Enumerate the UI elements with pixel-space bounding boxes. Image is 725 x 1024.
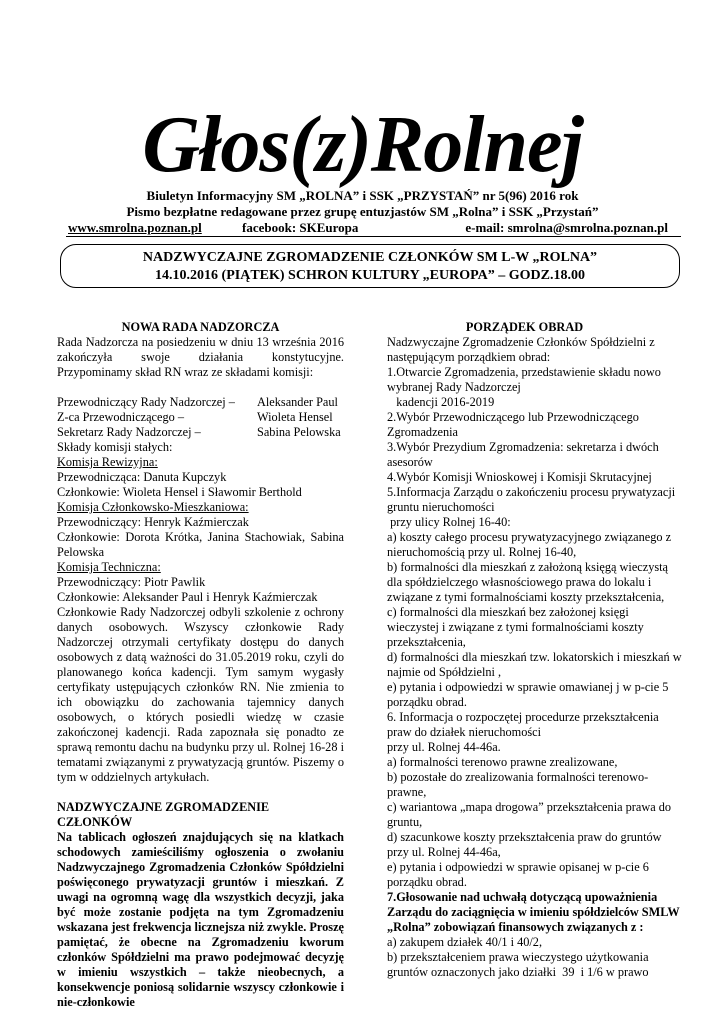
agenda-line: następującym porządkiem obrad:: [387, 350, 551, 364]
role-name: Sabina Pelowska: [257, 425, 341, 439]
facebook-label: facebook: SKEuropa: [242, 220, 359, 235]
heading-agenda: PORZĄDEK OBRAD: [465, 320, 584, 334]
agenda-line: przekształcenia,: [387, 635, 466, 649]
agenda-line: asesorów: [387, 455, 433, 469]
agenda-line: praw do działek nieruchomości: [387, 725, 541, 739]
agenda-line: 3.Wybór Prezydium Zgromadzenia: sekretarza i dwóch: [387, 440, 659, 454]
agenda-line: porządku obrad.: [387, 875, 467, 889]
residential-committee-chair: Przewodniczący: Henryk Kaźmierczak: [57, 515, 249, 529]
agenda-line: 5.Informacja Zarządu o zakończeniu procesu prywatyzacji: [387, 485, 676, 499]
role-row: [57, 425, 344, 440]
committees-label: Składy komisji stałych:: [57, 440, 173, 454]
agenda-line: d) szacunkowe koszty przekształcenia praw do gruntów: [387, 830, 662, 844]
agenda-line: 2.Wybór Przewodniczącego lub Przewodniczącego: [387, 410, 639, 424]
role-row: [57, 410, 344, 425]
role-title: Sekretarz Rady Nadzorczej –: [57, 425, 201, 439]
agenda-line: przy ulicy Rolnej 16-40:: [387, 515, 511, 529]
role-name: Wioleta Hensel: [257, 410, 333, 424]
agenda-line: 6. Informacja o rozpoczętej procedurze przekształcenia: [387, 710, 659, 724]
agenda-line: związane z tymi formalnościami koszty przekształcenia,: [387, 590, 665, 604]
agenda-line: najmie od Spółdzielni ,: [387, 665, 502, 679]
revision-committee-title: Komisja Rewizyjna:: [57, 455, 158, 469]
agenda-line: Nadzwyczajne Zgromadzenie Członków Spółdzielni z: [387, 335, 655, 349]
agenda-line: b) przekształceniem prawa wieczystego użytkowania: [387, 950, 649, 964]
technical-committee-chair: Przewodniczący: Piotr Pawlik: [57, 575, 206, 589]
agenda-line: gruntów oznaczonych jako działki 39 i 1/6 w prawo: [387, 965, 649, 979]
left-column: [57, 320, 344, 1010]
role-title: Z-ca Przewodniczącego –: [57, 410, 184, 424]
agenda-line: wybranej Rady Nadzorczej: [387, 380, 521, 394]
agenda-line: e) pytania i odpowiedzi w sprawie opisanej w p-cie 6: [387, 860, 649, 874]
agenda-line: b) formalności dla mieszkań z założoną księgą wieczystą: [387, 560, 669, 574]
agenda-line: gruntu nieruchomości: [387, 500, 495, 514]
role-name: Aleksander Paul: [257, 395, 338, 409]
agenda-line: prawne,: [387, 785, 427, 799]
agenda-line: 1.Otwarcie Zgromadzenia, przedstawienie składu nowo: [387, 365, 661, 379]
heading-extraordinary-meeting: NADZWYCZAJNE ZGROMADZENIE CZŁONKÓW: [57, 800, 270, 829]
role-row: [57, 395, 344, 410]
residential-committee-title: Komisja Członkowsko-Mieszkaniowa:: [57, 500, 249, 514]
agenda-item-7-details: [387, 935, 662, 980]
banner-line-2: 14.10.2016 (PIĄTEK) SCHRON KULTURY „EUROPA” – GODZ.18.00: [155, 268, 585, 283]
right-column: [387, 320, 682, 980]
agenda-list: [387, 335, 682, 890]
role-title: Przewodniczący Rady Nadzorczej –: [57, 395, 235, 409]
agenda-line: wieczystej i związane z tymi formalnościami koszty: [387, 620, 644, 634]
agenda-line: b) pozostałe do zrealizowania formalności terenowo-: [387, 770, 649, 784]
agenda-line: porządku obrad.: [387, 695, 467, 709]
agenda-line: gruntu,: [387, 815, 423, 829]
agenda-line: c) wariantowa „mapa drogowa” przekształcenia prawa do: [387, 800, 672, 814]
agenda-line: Zgromadzenia: [387, 425, 459, 439]
agenda-item-7: [387, 890, 680, 935]
agenda-line: e) pytania i odpowiedzi w sprawie omawianej j w p-cie 5: [387, 680, 669, 694]
agenda-line: 4.Wybór Komisji Wnioskowej i Komisji Skrutacyjnej: [387, 470, 652, 484]
editorial-subtitle: Pismo bezpłatne redagowane przez grupę entuzjastów SM „Rolna” i SSK „Przystań”: [126, 204, 599, 219]
agenda-line: nieruchomością przy ul. Rolnej 16-40,: [387, 545, 577, 559]
meeting-banner: [60, 244, 680, 288]
email-label: e-mail: smrolna@smrolna.poznan.pl: [465, 220, 668, 235]
agenda-line: d) formalności dla mieszkań tzw. lokatorskich i mieszkań w: [387, 650, 682, 664]
revision-committee-members: Członkowie: Wioleta Hensel i Sławomir Berthold: [57, 485, 302, 499]
residential-committee-members: Członkowie: Dorota Krótka, Janina Stachowiak, Sabina Pelowska: [57, 530, 344, 559]
heading-new-board: NOWA RADA NADZORCZA: [121, 320, 280, 334]
agenda-line: dla spółdzielczego własnościowego prawa do lokalu i: [387, 575, 652, 589]
agenda-line: kadencji 2016-2019: [387, 395, 495, 409]
website-link[interactable]: www.smrolna.poznan.pl: [68, 220, 202, 235]
agenda-line: a) formalności terenowo prawne zrealizowane,: [387, 755, 618, 769]
agenda-line-bold: „Rolna” zobowiązań finansowych związanych z :: [387, 920, 644, 934]
agenda-line-bold: 7.Głosowanie nad uchwałą dotyczącą upoważnienia: [387, 890, 658, 904]
agenda-line: przy ul. Rolnej 44-46a,: [387, 845, 501, 859]
agenda-line-bold: Zarządu do zaciągnięcia w imieniu spółdzielców SMLW: [387, 905, 680, 919]
banner-line-1: NADZWYCZAJNE ZGROMADZENIE CZŁONKÓW SM L-W „ROLNA”: [142, 250, 598, 265]
training-paragraph: Członkowie Rady Nadzorczej odbyli szkolenie z ochrony danych osobowych. Wszyscy członkowie Rady Nadzorczej otrzymali certyfikaty dostępu do danych osobowych z datą ważności do 31.05.2019 roku, czyli do planowanego końca kadencji. Tym samym wygasły certyfikaty ustępujących członków RN. Nie zmienia to ich obowiązku do zachowania tajemnicy danych osobowych, o których posiedli wiedzę w czasie zakończonej kadencji. Rada zapoznała się ponadto ze sprawą remontu dachu na budynku przy ul. Rolnej 16-28 i tematami związanymi z prywatyzacją gruntów. Piszemy o tym w oddzielnych artykułach.: [57, 605, 344, 784]
intro-paragraph: Rada Nadzorcza na posiedzeniu w dniu 13 września 2016 zakończyła swoje działania konstytucyjne. Przypominamy skład RN wraz ze składami komisji:: [57, 335, 344, 379]
bulletin-subtitle: Biuletyn Informacyjny SM „ROLNA” i SSK „PRZYSTAŃ” nr 5(96) 2016 rok: [146, 188, 579, 203]
header-divider: [66, 236, 681, 237]
agenda-line: przy ul. Rolnej 44-46a.: [387, 740, 501, 754]
technical-committee-title: Komisja Techniczna:: [57, 560, 161, 574]
agenda-line: c) formalności dla mieszkań bez założonej księgi: [387, 605, 629, 619]
technical-committee-members: Członkowie: Aleksander Paul i Henryk Kaźmierczak: [57, 590, 318, 604]
revision-committee-chair: Przewodnicząca: Danuta Kupczyk: [57, 470, 227, 484]
meeting-notice-paragraph: Na tablicach ogłoszeń znajdujących się na klatkach schodowych zamieściliśmy ogłoszenia o zwołaniu Nadzwyczajnego Zgromadzenia Członków Spółdzielni poświęconego prywatyzacji gruntów i mieszkań. Z uwagi na ogromną wagę dla wszystkich decyzji, jaka być może zostanie podjęta na tym Zgromadzeniu wskazana jest frekwencja licznejsza niż zwykle. Proszę pamiętać, że obecne na Zgromadzeniu kworum członków Spółdzielni ma prawo podejmować decyzję w imieniu wszystkich – także nieobecnych, a konsekwencje poniosą solidarnie wszyscy członkowie i nie-członkowie: [57, 830, 344, 1009]
agenda-line: a) zakupem działek 40/1 i 40/2,: [387, 935, 543, 949]
agenda-line: a) koszty całego procesu prywatyzacyjnego związanego z: [387, 530, 672, 544]
masthead-title: Głos(z)Rolnej: [142, 101, 583, 189]
